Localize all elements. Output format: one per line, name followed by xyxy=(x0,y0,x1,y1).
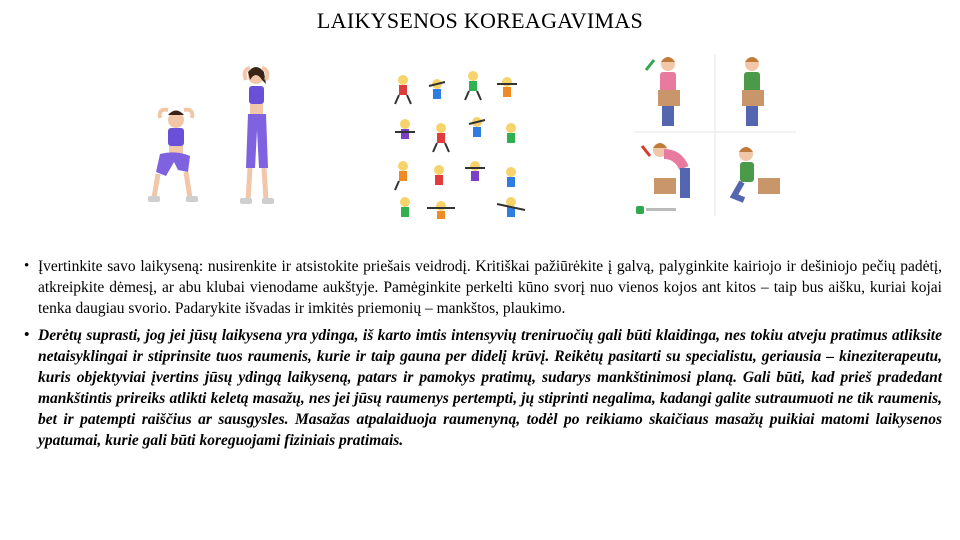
bullet-dot-icon: • xyxy=(24,258,30,274)
bullet-text: Derėtų suprasti, jog jei jūsų laikysena yra ydinga, iš karto imtis intensyvių treniruočių gali būti klaidinga, nes tokiu atveju pratimus atliksite netaisyklingai ir stiprinsite tuos raumenis, kurie ir taip gauna per didelį krūvį. Reikėtų pasitarti su specialistu, geriausia – kineziterapeutu, kuris objektyviai įvertins jūsų ydingą laikyseną, patars ir pamokys pratimų, sudarys mankštinimosi planą. Gali būti, kad prieš pradedant mankštintis prireiks atlikti keletą masažų, nes jei jūsų raumenys pertempti, jų stiprinti negalima, kadangi galite sutraumuoti ne tik raumenis, bet ir patempti raiščius ar sausgysles. Masažas atpalaiduoja raumenyną, todėl po reikiamo skaičiaus masažų puikiai matomi laikysenos ypatumai, kurie gali būti koreguojami fiziniais pratimais. xyxy=(38,327,942,449)
slide-title: LAIKYSENOS KOREAGAVIMAS xyxy=(316,8,644,33)
bullet-dot-icon: • xyxy=(24,327,30,343)
kids-cartoon-grid-illustration xyxy=(385,62,545,222)
bullet-item-posture-check xyxy=(24,256,942,319)
squat-figures-illustration xyxy=(138,58,298,218)
bullet-list xyxy=(24,256,942,451)
bullet-item-specialist-advice xyxy=(24,325,942,451)
lifting-posture-image xyxy=(630,50,800,220)
bullet-text: Įvertinkite savo laikyseną: nusirenkite ir atsistokite priešais veidrodį. Kritiškai pažiūrėkite į galvą, palyginkite kairiojo ir dešiniojo pečių padėtį, atkreipkite dėmesį, ar abu klubai vienodame aukštyje. Pamėginkite perkelti kūno svorį nuo vienos kojos ant kitos – taip bus aišku, kuriai kojai tenka daugiau svorio. Padarykite išvadas ir imkitės priemonių – mankštos, plaukimo. xyxy=(38,258,942,317)
lifting-comparison-illustration xyxy=(630,50,800,220)
children-exercises-image xyxy=(385,62,545,222)
squat-exercise-image xyxy=(138,58,298,218)
